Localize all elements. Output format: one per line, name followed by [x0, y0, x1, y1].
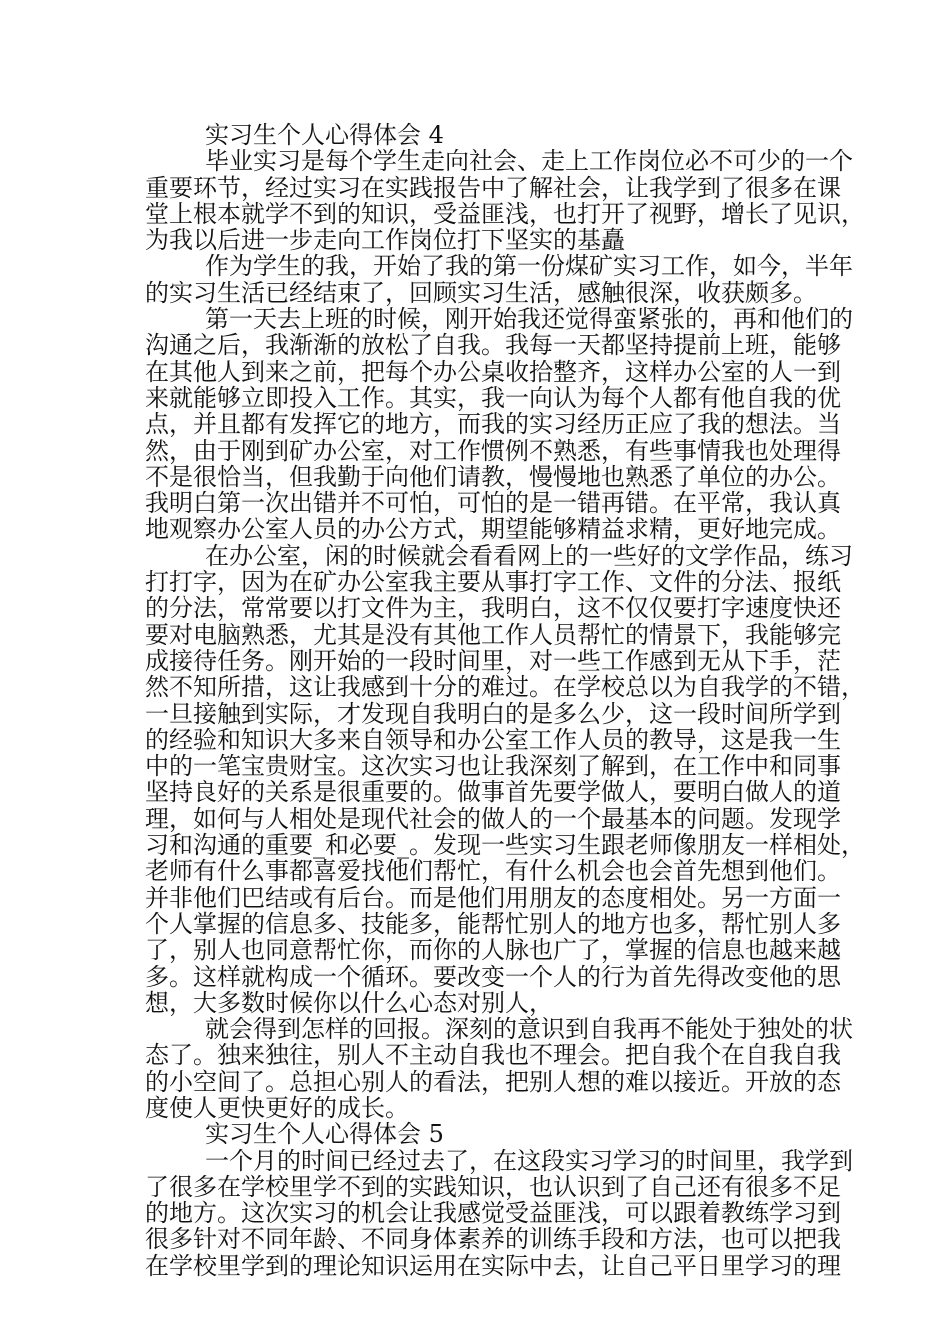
- text-line: 然不知所措，这让我感到十分的难过。在学校总以为自我学的不错，: [145, 673, 865, 702]
- text-line: 成接待任务。刚开始的一段时间里，对一些工作感到无从下手，茫: [145, 646, 841, 675]
- text-line: 的分法，常常要以打文件为主，我明白，这不仅仅要打字速度快还: [145, 594, 841, 623]
- text-line: 并非他们巴结或有后台。而是他们用朋友的态度相处。另一方面一: [145, 883, 841, 912]
- text-line: 我明白第一次出错并不可怕，可怕的是一错再错。在平常，我认真: [145, 489, 841, 518]
- text-line: 的小空间了。总担心别人的看法，把别人想的难以接近。开放的态: [145, 1067, 841, 1096]
- text-line: 一旦接触到实际，才发现自我明白的是多么少，这一段时间所学到: [145, 699, 841, 728]
- text-line: 点，并且都有发挥它的地方，而我的实习经历正应了我的想法。当: [145, 410, 841, 439]
- text-line: 地观察办公室人员的办公方式，期望能够精益求精，更好地完成。: [145, 515, 841, 544]
- text-line: 堂上根本就学不到的知识，受益匪浅，也打开了视野，增长了见识，: [145, 199, 865, 228]
- text-line: 一个月的时间已经过去了，在这段实习学习的时间里，我学到: [205, 1146, 853, 1175]
- text-line: 来就能够立即投入工作。其实，我一向认为每个人都有他自我的优: [145, 383, 841, 412]
- paragraph: [145, 252, 853, 307]
- text-line: 习和沟通的重要_和必要_。发现一些实习生跟老师像朋友一样相处，: [145, 831, 865, 860]
- paragraph: [145, 147, 865, 255]
- section-5-title: 实习生个人心得体会 5: [205, 1120, 444, 1149]
- text-line: 度使人更快更好的成长。: [145, 1093, 409, 1122]
- text-line: 个人掌握的信息多、技能多，能帮忙别人的地方也多，帮忙别人多: [145, 909, 841, 938]
- document-page: [145, 121, 865, 1280]
- text-line: 中的一笔宝贵财宝。这次实习也让我深刻了解到，在工作中和同事: [145, 752, 841, 781]
- text-line: 很多针对不同年龄、不同身体素养的训练手段和方法，也可以把我: [145, 1225, 841, 1254]
- text-line: 为我以后进一步走向工作岗位打下坚实的基矗: [145, 226, 625, 255]
- text-line: 重要环节，经过实习在实践报告中了解社会，让我学到了很多在课: [145, 173, 841, 202]
- text-line: 想，大多数时候你以什么心态对别人，: [145, 988, 553, 1017]
- text-line: 多。这样就构成一个循环。要改变一个人的行为首先得改变他的思: [145, 962, 841, 991]
- text-line: 打打字，因为在矿办公室我主要从事打字工作、文件的分法、报纸: [145, 568, 841, 597]
- text-line: 坚持良好的关系是很重要的。做事首先要学做人，要明白做人的道: [145, 778, 841, 807]
- text-line: 就会得到怎样的回报。深刻的意识到自我再不能处于独处的状: [205, 1015, 853, 1044]
- text-line: 然，由于刚到矿办公室，对工作惯例不熟悉，有些事情我也处理得: [145, 436, 841, 465]
- text-line: 要对电脑熟悉，尤其是没有其他工作人员帮忙的情景下，我能够完: [145, 620, 841, 649]
- paragraph: [145, 1015, 853, 1122]
- text-line: 沟通之后，我渐渐的放松了自我。我每一天都坚持提前上班，能够: [145, 331, 841, 360]
- section-4-body: [145, 147, 865, 1122]
- text-line: 在学校里学到的理论知识运用在实际中去，让自己平日里学习的理: [145, 1251, 841, 1280]
- text-line: 在其他人到来之前，把每个办公桌收拾整齐，这样办公室的人一到: [145, 357, 841, 386]
- paragraph: [145, 305, 853, 544]
- paragraph: [145, 1146, 853, 1280]
- section-4-title: 实习生个人心得体会 4: [205, 121, 444, 149]
- text-line: 态了。独来独往，别人不主动自我也不理会。把自我个在自我自我: [145, 1041, 841, 1070]
- text-line: 毕业实习是每个学生走向社会、走上工作岗位必不可少的一个: [205, 147, 853, 176]
- text-line: 在办公室，闲的时候就会看看网上的一些好的文学作品，练习: [205, 541, 853, 570]
- text-line: 第一天去上班的时候，刚开始我还觉得蛮紧张的，再和他们的: [205, 305, 853, 334]
- text-line: 作为学生的我，开始了我的第一份煤矿实习工作，如今，半年: [205, 252, 853, 281]
- text-line: 的实习生活已经结束了，回顾实习生活，感触很深，收获颇多。: [145, 278, 817, 307]
- text-line: 的地方。这次实习的机会让我感觉受益匪浅，可以跟着教练学习到: [145, 1199, 841, 1228]
- text-line: 的经验和知识大多来自领导和办公室工作人员的教导，这是我一生: [145, 725, 841, 754]
- text-line: 了很多在学校里学不到的实践知识，也认识到了自己还有很多不足: [145, 1172, 841, 1201]
- text-line: 老师有什么事都喜爱找他们帮忙，有什么机会也会首先想到他们。: [145, 857, 841, 886]
- text-line: 了，别人也同意帮忙你，而你的人脉也广了，掌握的信息也越来越: [145, 936, 841, 965]
- text-line: 不是很恰当，但我勤于向他们请教，慢慢地也熟悉了单位的办公。: [145, 462, 841, 491]
- section-5-body: [145, 1146, 853, 1280]
- paragraph: [145, 541, 865, 1017]
- text-line: 理，如何与人相处是现代社会的做人的一个最基本的问题。发现学: [145, 804, 841, 833]
